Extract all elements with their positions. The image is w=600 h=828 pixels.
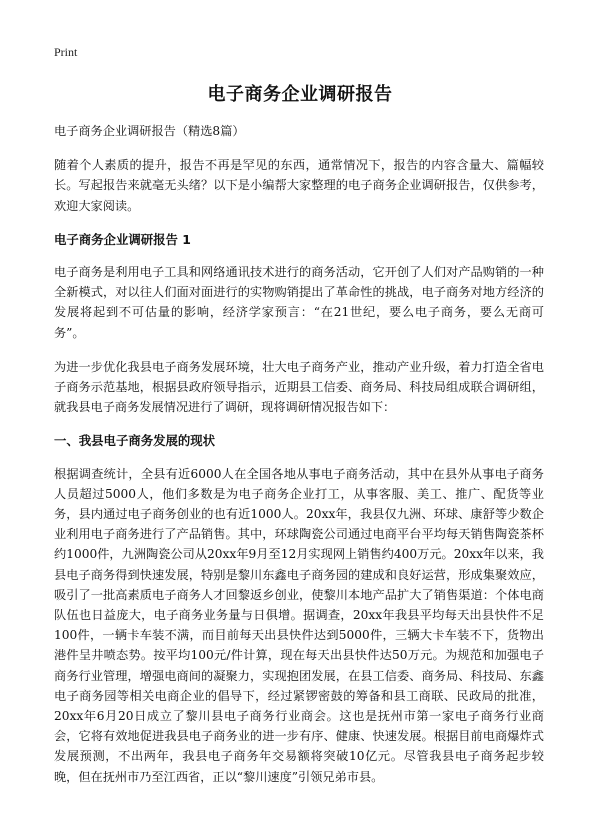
body-paragraph-2: 为进一步优化我县电子商务发展环境，壮大电子商务产业，推动产业升级，着力打造全省电子商务示范基地，根据县政府领导指示，近期县工信委、商务局、科技局组成联合调研组，就我县电子商务发展情况进行了调研，现将调研情况报告如下： [54, 359, 544, 415]
document-title: 电子商务企业调研报告 [207, 84, 393, 105]
body-paragraph-1: 电子商务是利用电子工具和网络通讯技术进行的商务活动，它开创了人们对产品购销的一种全新模式，对以往人们面对面进行的实物购销提出了革命性的挑战，电子商务对地方经济的发展将起到不可估量的影响，经济学家预言：“在21世纪，要么电子商务，要么无商可务”。 [54, 265, 544, 340]
intro-paragraph: 随着个人素质的提升，报告不再是罕见的东西，通常情况下，报告的内容含量大、篇幅较长。写起报告来就毫无头绪？以下是小编帮大家整理的电子商务企业调研报告，仅供参考，欢迎大家阅读。 [54, 158, 544, 213]
print-label: Print [54, 45, 78, 59]
section-heading-2: 一、我县电子商务发展的现状 [54, 433, 216, 449]
section-heading-1: 电子商务企业调研报告 1 [54, 231, 191, 247]
body-paragraph-3: 根据调查统计，全县有近6000人在全国各地从事电子商务活动，其中在县外从事电子商务人员超过5000人，他们多数是为电子商务企业打工，从事客服、美工、推广、配货等业务，县内通过电子商务创业的也有近1000人。20xx年，我县仅九洲、环球、康舒等少数企业利用电子商务进行了产品销售。其中，环球陶瓷公司通过电商平台平均每天销售陶瓷茶杯约1000件，九洲陶瓷公司从20xx年9月至12月实现网上销售约400万元。20xx年以来，我县电子商务得到快速发展，特别是黎川东鑫电子商务园的建成和良好运营，形成集聚效应，吸引了一批高素质电子商务人才回黎返乡创业，使黎川本地产品扩大了销售渠道：个体电商队伍也日益庞大，电子商务业务量与日俱增。据调查，20xx年我县平均每天出县快件不足100件，一辆卡车装不满，而目前每天出县快件达到5000件，三辆大卡车装不下，货物出港件呈井喷态势。按平均100元/件计算，现在每天出县快件达50万元。为规范和加强电子商务行业管理，增强电商间的凝聚力，实现抱团发展，在县工信委、商务局、科技局、东鑫电子商务园等相关电商企业的倡导下，经过紧锣密鼓的筹备和县工商联、民政局的批准， 20xx年6月20日成立了黎川县电子商务行业商会。这也是抚州市第一家电子商务行业商会，它将有效地促进我县电子商务业的进一步有序、健康、快速发展。根据目前电商爆炸式发展预测，不出两年，我县电子商务年交易额将突破10亿元。尽管我县电子商务起步较晚，但在抚州市乃至江西省，正以“黎川速度”引领兄弟市县。 [54, 466, 544, 784]
document-body [54, 121, 544, 787]
document-subtitle: 电子商务企业调研报告（精选8篇） [54, 124, 245, 138]
